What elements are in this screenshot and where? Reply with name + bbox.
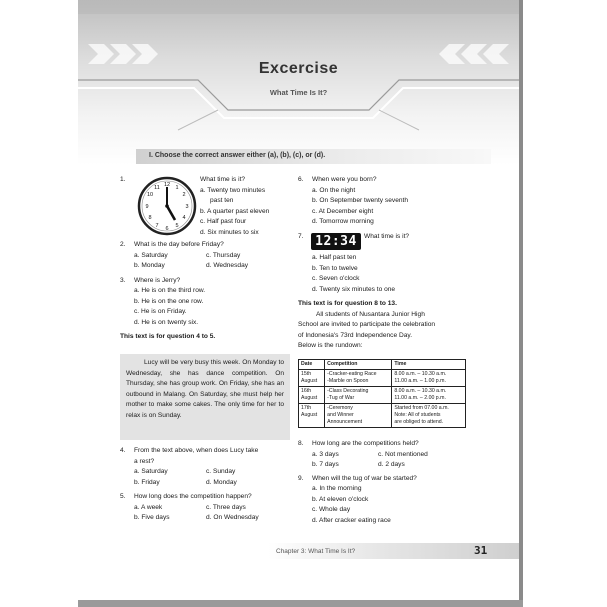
page-edge-shadow <box>519 0 523 607</box>
cell-competition: -Ceremony <box>327 405 353 411</box>
intro-line-2: School are invited to participate the celebration <box>298 321 436 328</box>
question-number: 1. <box>120 176 126 183</box>
option-d: d. Six minutes to six <box>200 228 259 236</box>
question-number: 4. <box>120 447 126 454</box>
option-d: d. 2 days <box>378 461 405 468</box>
table-row <box>299 370 466 387</box>
svg-text:6: 6 <box>165 226 169 232</box>
option-c: c. Thursday <box>206 251 241 259</box>
page-bottom-shadow <box>78 600 523 607</box>
option-c: c. Three days <box>206 503 246 511</box>
option-b: b. 7 days <box>312 461 339 468</box>
option-c: c. He is on Friday. <box>134 308 187 315</box>
question-stem: What is the day before Friday? <box>134 241 224 248</box>
cell-date: 16th <box>301 388 312 394</box>
option-a: a. A week <box>134 503 163 511</box>
cell-time: 8.00 a.m. – 10.30 a.m. <box>394 371 447 377</box>
question-stem: When were you born? <box>312 176 377 183</box>
option-b: b. Five days <box>134 514 170 521</box>
page-subtitle: What Time Is It? <box>269 88 328 97</box>
svg-text:2: 2 <box>182 192 186 198</box>
option-c: c. Not mentioned <box>378 450 428 458</box>
question-number: 5. <box>120 493 126 500</box>
passage-text: Lucy will be very busy this week. On Monday to Wednesday, she has dance competition. On Thursday, she has group work. On Friday, she has an outbound in Malang. On Saturday, she must help her mother to make some cakes. The only time for her to relax is on Sunday. <box>126 359 284 419</box>
cell-competition: and Winner <box>327 412 354 418</box>
cell-time: 11.00 a.m. – 2.00 p.m. <box>394 395 446 401</box>
intro-line-4: Below is the rundown: <box>298 342 363 349</box>
cell-competition: -Cracker-eating Race <box>327 371 377 377</box>
page-title: Excercise <box>258 60 339 77</box>
right-column <box>298 175 473 352</box>
option-a: a. Half past ten <box>312 254 357 261</box>
cell-date: August <box>301 412 318 418</box>
question-4 <box>120 446 295 488</box>
intro-line-3: of Indonesia's 73rd Independence Day. <box>298 331 413 339</box>
question-number: 3. <box>120 276 126 284</box>
svg-text:9: 9 <box>145 204 149 210</box>
option-b: b. A quarter past eleven <box>200 207 270 215</box>
option-d: d. Twenty six minutes to one <box>312 285 396 293</box>
cell-date: August <box>301 378 318 384</box>
option-a: a. 3 days <box>312 450 339 458</box>
text-label-4-5: This text is for question 4 to 5. <box>120 333 216 340</box>
question-stem: How long are the competitions held? <box>312 440 419 447</box>
reading-passage <box>120 354 290 440</box>
cell-time: Started from 07.00 a.m. <box>394 405 449 411</box>
svg-text:1: 1 <box>175 185 179 191</box>
question-stem-cont: a rest? <box>134 457 155 465</box>
question-5 <box>120 492 295 524</box>
cell-competition: -Class Decorating <box>327 388 369 394</box>
question-1 <box>120 175 295 238</box>
cell-time: 8.00 a.m. – 10.30 a.m. <box>394 388 447 394</box>
question-number: 8. <box>298 440 304 447</box>
option-d: d. After cracker eating race <box>312 516 391 524</box>
svg-text:7: 7 <box>155 223 159 229</box>
footer-chapter: Chapter 3: What Time Is It? <box>276 548 356 555</box>
question-8 <box>298 439 473 471</box>
option-a-cont: past ten <box>210 197 234 204</box>
question-stem: What time is it? <box>200 176 246 183</box>
svg-text:3: 3 <box>185 204 189 210</box>
header-decoration <box>78 0 519 165</box>
question-2 <box>120 240 295 272</box>
option-b: b. On September twenty seventh <box>312 197 409 204</box>
option-c: c. Whole day <box>312 506 351 513</box>
option-d: d. Wednesday <box>206 262 249 269</box>
option-b: b. Monday <box>134 262 165 269</box>
table-row <box>299 404 466 428</box>
instruction-text: I. Choose the correct answer either (a), (b), (c), or (d). <box>149 152 326 159</box>
cell-competition: -Marble on Spoon <box>327 378 369 384</box>
question-number: 6. <box>298 176 304 183</box>
option-d: d. On Wednesday <box>206 514 259 521</box>
option-d: d. Monday <box>206 478 237 486</box>
option-d: d. He is on twenty six. <box>134 318 199 326</box>
question-stem: What time is it? <box>364 232 410 240</box>
svg-text:11: 11 <box>154 185 160 191</box>
option-c: c. Sunday <box>206 468 236 475</box>
svg-text:12: 12 <box>163 182 171 188</box>
question-number: 9. <box>298 474 304 482</box>
cell-competition: -Tug of War <box>327 395 355 401</box>
right-column-lower <box>298 439 473 526</box>
cell-time: Note: All of students <box>394 412 441 418</box>
cell-competition: Announcement <box>327 419 363 425</box>
cell-time: are obliged to attend. <box>394 419 444 425</box>
option-c: c. Half past four <box>200 218 247 225</box>
option-a: a. Saturday <box>134 468 168 475</box>
option-b: b. Friday <box>134 478 160 486</box>
question-number: 7. <box>298 232 304 240</box>
cell-date: August <box>301 395 318 401</box>
option-c: c. Seven o'clock <box>312 275 360 282</box>
header-time: Time <box>392 360 466 370</box>
header-competition: Competition <box>325 360 392 370</box>
cell-date: 15th <box>301 371 312 377</box>
svg-text:8: 8 <box>148 215 152 221</box>
question-stem: When will the tug of war be started? <box>312 474 417 482</box>
question-3 <box>120 276 295 329</box>
left-column-lower <box>120 446 295 524</box>
option-a: a. Saturday <box>134 251 168 259</box>
digital-clock-display: 12:34 <box>311 233 361 250</box>
option-a: a. On the night <box>312 186 356 194</box>
page-number: 31 <box>474 544 488 557</box>
table-row <box>299 387 466 404</box>
option-a: a. In the morning <box>312 485 362 492</box>
svg-text:5: 5 <box>175 223 179 229</box>
svg-text:4: 4 <box>182 215 186 221</box>
option-b: b. Ten to twelve <box>312 264 358 272</box>
question-number: 2. <box>120 241 126 248</box>
option-c: c. At December eight <box>312 207 374 215</box>
question-stem: Where is Jerry? <box>134 276 181 284</box>
cell-date: 17th <box>301 405 312 411</box>
text-label-8-13: This text is for question 8 to 13. <box>298 300 397 307</box>
question-9 <box>298 474 473 527</box>
left-column <box>120 175 295 343</box>
question-stem: From the text above, when does Lucy take <box>134 447 259 454</box>
option-d: d. Tomorrow morning <box>312 218 374 225</box>
table-header-row <box>299 360 466 370</box>
svg-text:10: 10 <box>146 192 154 198</box>
option-a: a. He is on the third row. <box>134 287 206 294</box>
cell-time: 11.00 a.m. – 1.00 p.m. <box>394 378 446 384</box>
option-b: b. At eleven o'clock <box>312 495 369 503</box>
header-date: Date <box>299 360 325 370</box>
question-stem: How long does the competition happen? <box>134 493 252 500</box>
rundown-table <box>298 359 466 428</box>
option-b: b. He is on the one row. <box>134 297 204 305</box>
question-6 <box>298 175 473 228</box>
intro-line-1: All students of Nusantara Junior High <box>316 310 425 318</box>
option-a: a. Twenty two minutes <box>200 186 266 194</box>
header-banner <box>78 0 519 165</box>
